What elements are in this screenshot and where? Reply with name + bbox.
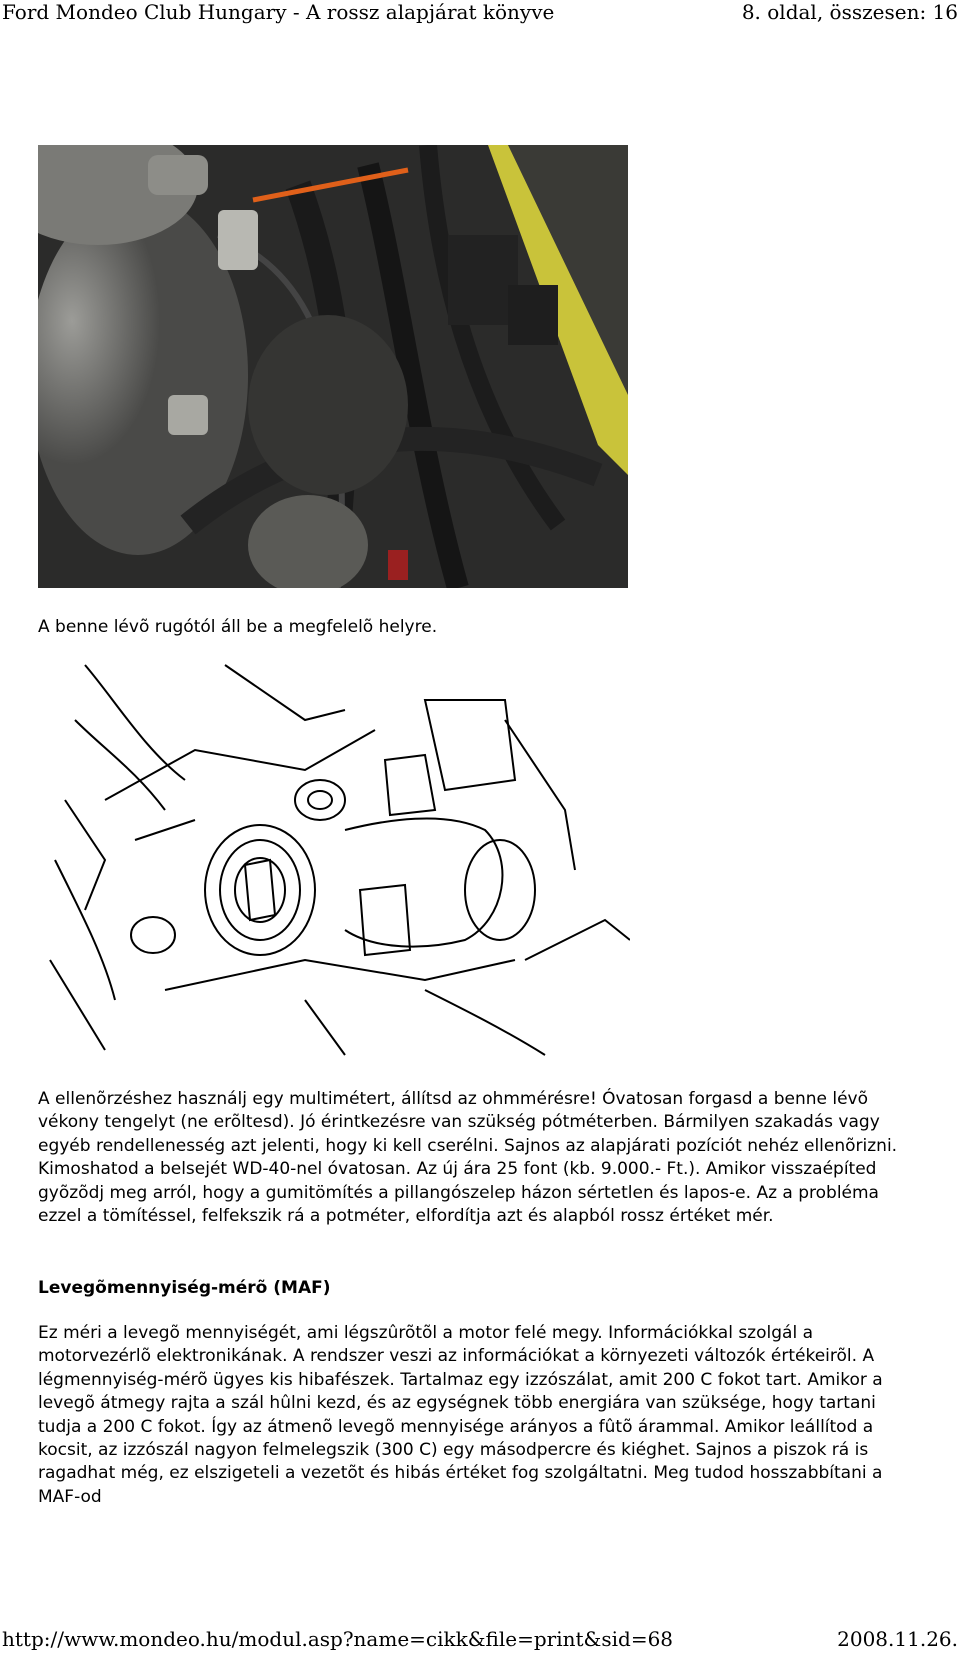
paragraph-multimeter-check: A ellenõrzéshez használj egy multimétert, állítsd az ohmmérésre! Óvatosan forgasd a benne lévõ vékony tengelyt (ne erõltesd). Jó érintkezésre van szükség pótméterben. Bármilyen szakadás vagy egyéb rendellenesség azt jelenti, hogy ki kell cserélni. Sajnos az alapjárati pozíciót nehéz ellenõrizni. Kimoshatod a belsejét WD-40-nel óvatosan. Az új ára 25 font (kb. 9.000.- Ft.). Amikor visszaépíted gyõzõdj meg arról, hogy a gumitömítés a pillangószelep házon sértetlen és lapos-e. Az a probléma ezzel a tömítéssel, felfekszik rá a potméter, elfordítja azt és alapból rossz értéket mér.	[38, 1089, 898, 1227]
photo-caption: A benne lévõ rugótól áll be a megfelelõ helyre.	[38, 617, 438, 637]
document-title: Ford Mondeo Club Hungary - A rossz alapjárat könyve	[2, 0, 555, 24]
print-date: 2008.11.26.	[837, 1627, 958, 1651]
engine-photo	[38, 145, 628, 588]
line-drawing-graphic	[45, 660, 630, 1060]
section-heading-maf: Levegõmennyiség-mérõ (MAF)	[38, 1278, 331, 1298]
source-url: http://www.mondeo.hu/modul.asp?name=cikk&file=print&sid=68	[2, 1627, 674, 1651]
page-footer	[0, 1627, 960, 1651]
paragraph-maf-description: Ez méri a levegõ mennyiségét, ami légszûrõtõl a motor felé megy. Információkkal szolgál a motorvezérlõ elektronikának. A rendszer veszi az információkat a környezeti változók értékeirõl. A légmennyiség-mérõ ügyes kis hibafészek. Tartalmaz egy izzószálat, amit 200 C fokot tart. Amikor a levegõ átmegy rajta a szál hûlni kezd, és az egységnek több energiára van szüksége, hogy tartani tudja a 200 C fokot. Így az átmenõ levegõ mennyisége arányos a fûtõ árammal. Amikor leállítod a kocsit, az izzószál nagyon felmelegszik (300 C) egy másodpercre és kiéghet. Sajnos a piszok rá is ragadhat még, ez elszigeteli a vezetõt és hibás értéket fog szolgáltatni. Meg tudod hosszabbítani a MAF-od	[38, 1323, 883, 1507]
engine-photo-graphic	[38, 145, 628, 588]
page-number: 8. oldal, összesen: 16	[741, 0, 958, 24]
page-header	[0, 0, 960, 24]
throttle-body-line-drawing	[45, 660, 630, 1060]
